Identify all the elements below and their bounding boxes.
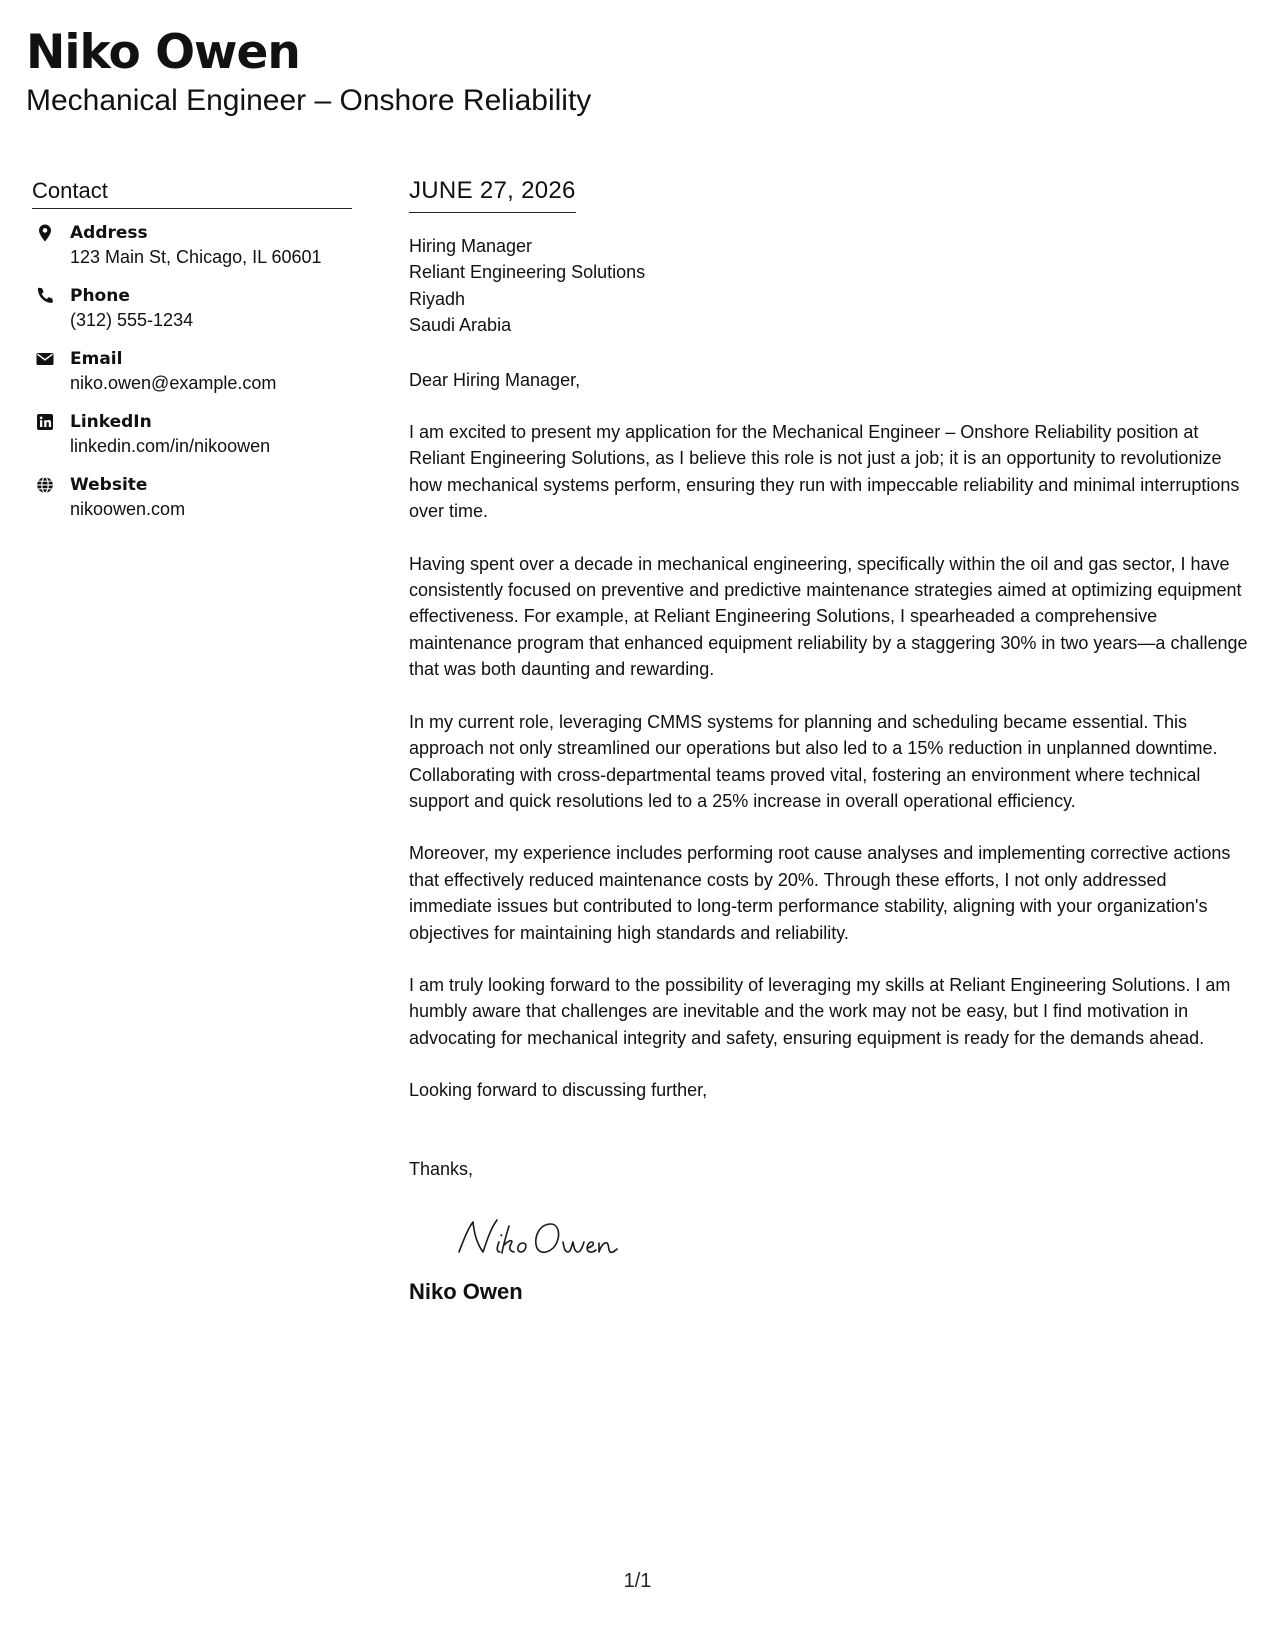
letter-paragraph: In my current role, leveraging CMMS systems for planning and scheduling became essential. This approach not only streamlined our operations but also led to a 15% reduction in unplanned downtime. Collaborating with cross-departmental teams proved vital, fostering an environment where technical support and quick resolutions led to a 25% increase in overall operational efficiency. <box>409 711 1218 811</box>
recipient-line: Saudi Arabia <box>409 315 512 336</box>
phone-icon <box>35 286 55 306</box>
letter-paragraph: I am excited to present my application for the Mechanical Engineer – Onshore Reliability position at Reliant Engineering Solutions, as I believe this role is not just a job; it is an opportunity to revolutionize how mechanical systems perform, ensuring they run with impeccable reliability and minimal interruptions over time. <box>409 422 1240 522</box>
signed-name: Niko Owen <box>409 1278 523 1304</box>
signature-text: Niko Owen <box>453 1211 458 1213</box>
letter-date: JUNE 27, 2026 <box>409 176 576 213</box>
email-value[interactable]: niko.owen@example.com <box>70 373 277 393</box>
contact-item-website <box>32 473 352 536</box>
resume-header <box>26 22 1226 118</box>
recipient-line: Hiring Manager <box>409 236 533 256</box>
phone-value: (312) 555-1234 <box>70 310 194 330</box>
recipient-line: Riyadh <box>409 288 466 309</box>
linkedin-icon <box>35 412 55 432</box>
website-value[interactable]: nikoowen.com <box>70 499 186 519</box>
contact-label: Website <box>70 475 148 495</box>
applicant-name: Niko Owen <box>26 25 300 80</box>
signature-image <box>453 1212 653 1264</box>
page-number: 1/1 <box>623 1570 652 1592</box>
contact-label: Phone <box>70 286 130 306</box>
recipient-line: Reliant Engineering Solutions <box>409 262 646 283</box>
letter-paragraph: Moreover, my experience includes performing root cause analyses and implementing corrective actions that effectively reduced maintenance costs by 20%. Through these efforts, I not only addressed immediate issues but contributed to long-term performance stability, aligning with your organization's objectives for maintaining high standards and reliability. <box>409 843 1231 943</box>
letter-body <box>409 176 1249 1306</box>
envelope-icon <box>35 349 55 369</box>
contact-item-linkedin <box>32 410 352 473</box>
linkedin-value[interactable]: linkedin.com/in/nikoowen <box>70 436 271 456</box>
contact-item-address <box>32 221 352 284</box>
contact-sidebar <box>32 176 352 536</box>
contact-item-phone <box>32 284 352 347</box>
contact-label: Email <box>70 349 123 369</box>
job-title: Mechanical Engineer – Onshore Reliability <box>26 84 592 117</box>
location-pin-icon <box>35 223 55 243</box>
recipient-block <box>409 233 1249 339</box>
letter-paragraph: I am truly looking forward to the possibility of leveraging my skills at Reliant Engineering Solutions. I am humbly aware that challenges are inevitable and the work may not be easy, but I find motivation in advocating for mechanical integrity and safety, ensuring equipment is ready for the demands ahead. <box>409 974 1231 1048</box>
thanks-line: Thanks, <box>409 1158 474 1179</box>
contact-label: LinkedIn <box>70 412 152 432</box>
contact-heading: Contact <box>32 176 352 209</box>
contact-label: Address <box>70 223 148 243</box>
globe-icon <box>35 475 55 495</box>
contact-item-email <box>32 347 352 410</box>
closing-line: Looking forward to discussing further, <box>409 1080 708 1101</box>
letter-paragraph: Having spent over a decade in mechanical engineering, specifically within the oil and gas sector, I have consistently focused on preventive and predictive maintenance strategies aimed at optimizing equipment effectiveness. For example, at Reliant Engineering Solutions, I spearheaded a comprehensive maintenance program that enhanced equipment reliability by a staggering 30% in two years—a challenge that was both daunting and rewarding. <box>409 553 1248 680</box>
address-value: 123 Main St, Chicago, IL 60601 <box>70 247 322 267</box>
salutation: Dear Hiring Manager, <box>409 369 581 390</box>
